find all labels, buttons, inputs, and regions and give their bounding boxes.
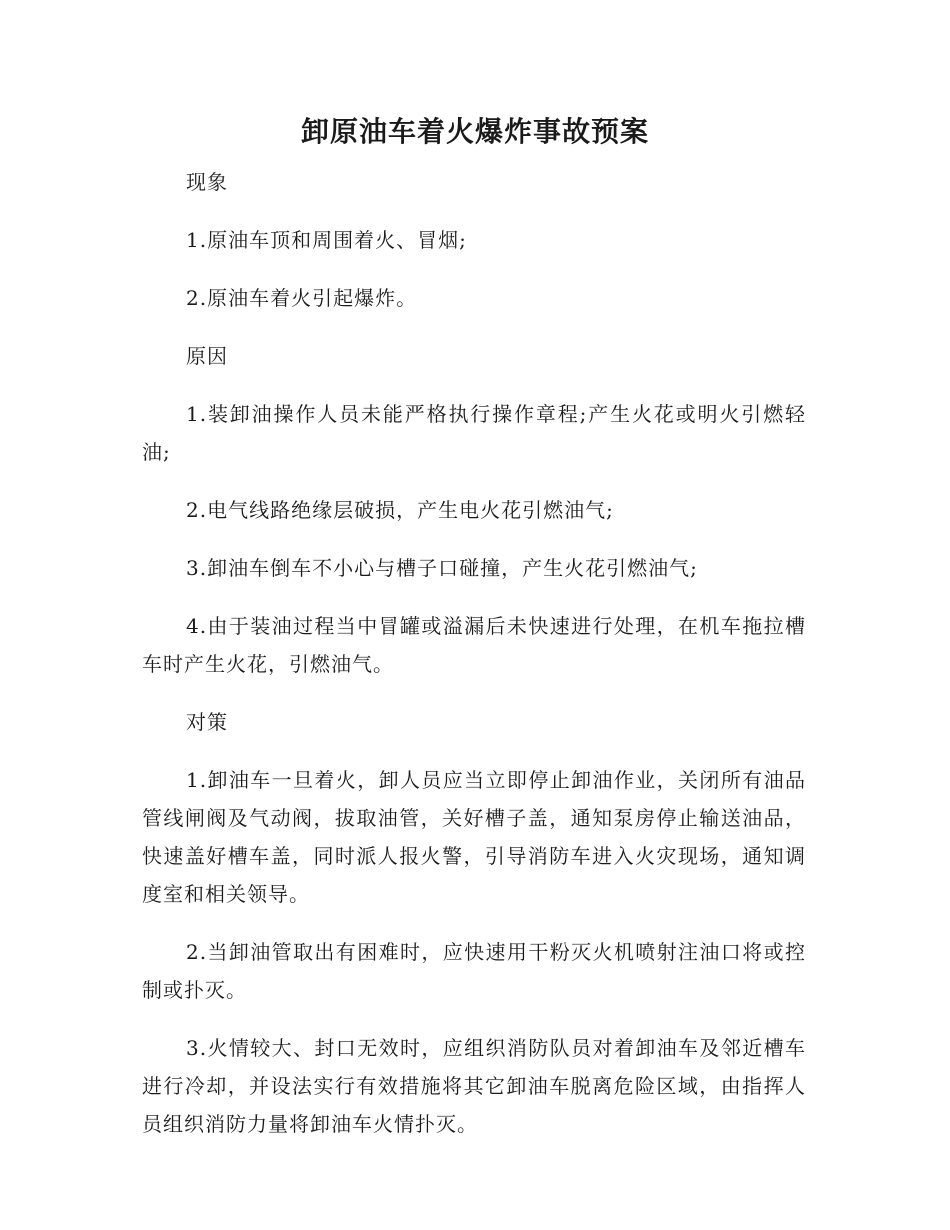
paragraph: 3.卸油车倒车不小心与槽子口碰撞，产生火花引燃油气; — [186, 556, 698, 580]
paragraph: 1.原油车顶和周围着火、冒烟; — [186, 228, 467, 252]
section-phenomenon — [142, 163, 806, 317]
section-heading: 原因 — [186, 344, 228, 368]
paragraph: 2.电气线路绝缘层破损，产生电火花引燃油气; — [186, 498, 614, 522]
section-heading: 对策 — [186, 710, 228, 734]
section-countermeasure — [142, 703, 806, 1143]
paragraph: 3.火情较大、封口无效时，应组织消防队员对着卸油车及邻近槽车进行冷却，并设法实行有效措施将其它卸油车脱离危险区域，由指挥人员组织消防力量将卸油车火情扑灭。 — [142, 1036, 806, 1136]
paragraph: 1.卸油车一旦着火，卸人员应当立即停止卸油作业，关闭所有油品管线闸阀及气动阀，拔取油管，关好槽子盖，通知泵房停止输送油品，快速盖好槽车盖，同时派人报火警，引导消防车进入火灾现场，通知调度室和相关领导。 — [142, 768, 806, 906]
section-heading: 现象 — [186, 170, 228, 194]
paragraph: 1.装卸油操作人员未能严格执行操作章程;产生火花或明火引燃轻油; — [142, 402, 806, 464]
paragraph: 2.原油车着火引起爆炸。 — [186, 286, 418, 310]
paragraph: 4.由于装油过程当中冒罐或溢漏后未快速进行处理，在机车拖拉槽车时产生火花，引燃油气。 — [142, 614, 806, 676]
paragraph: 2.当卸油管取出有困难时，应快速用干粉灭火机喷射注油口将或控制或扑灭。 — [142, 940, 806, 1002]
section-cause — [142, 337, 806, 683]
document-body — [142, 163, 806, 1163]
document-title: 卸原油车着火爆炸事故预案 — [300, 115, 649, 148]
